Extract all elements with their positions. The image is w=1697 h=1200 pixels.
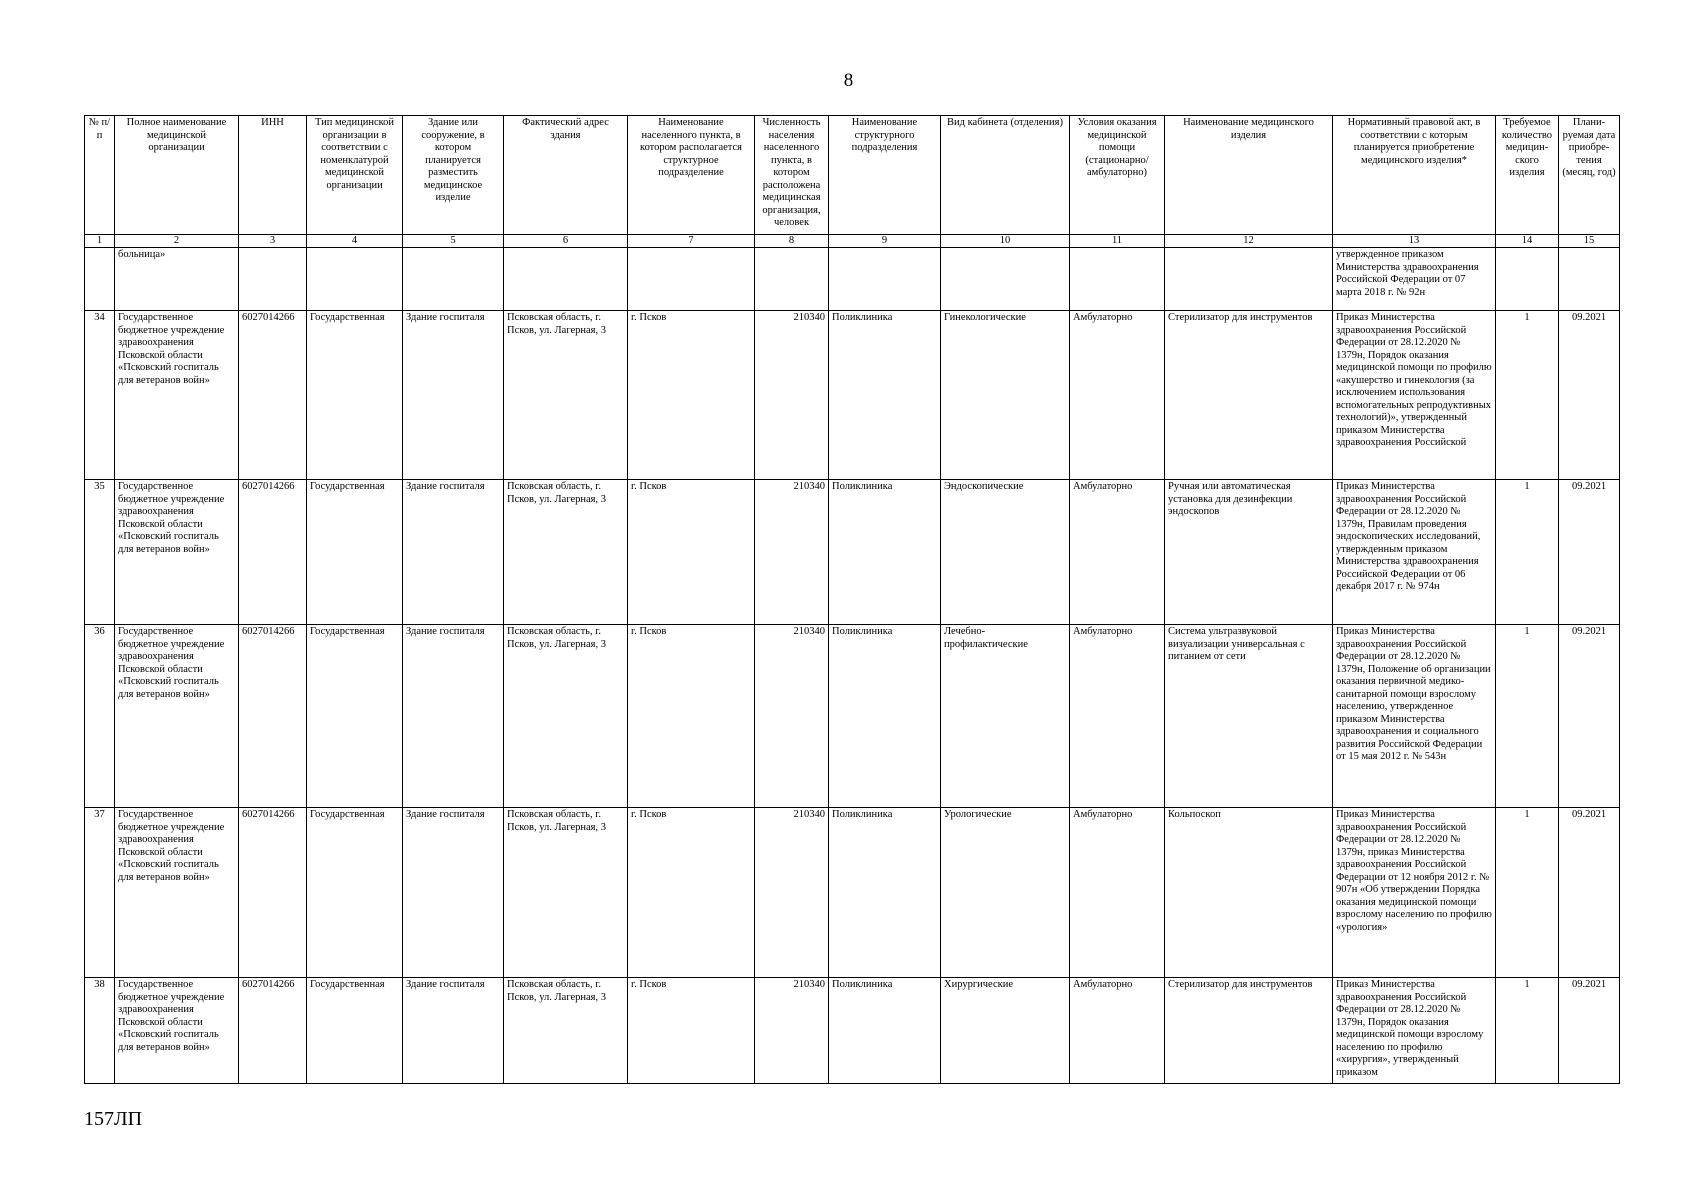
col-num: 5	[403, 235, 504, 248]
col-header-conditions: Условия оказания медицинской помощи (стационарно/ амбулаторно)	[1070, 116, 1165, 235]
col-header-org: Полное наименование медицинской организации	[115, 116, 239, 235]
cell-date: 09.2021	[1559, 625, 1620, 808]
cell-population: 210340	[755, 625, 829, 808]
cell-building: Здание госпиталя	[403, 625, 504, 808]
document-code: 157ЛП	[84, 1108, 143, 1130]
cell-unit: Поликлиника	[829, 808, 941, 978]
cell-act: Приказ Министерства здравоохранения Российской Федерации от 28.12.2020 № 1379н, Порядок оказания медицинской помощи по профилю «акушерство и гинекология (за исключением использования вспомогательных репродуктивных технологий)», утвержденный приказом Министерства здравоохранения Российской	[1333, 311, 1496, 480]
cell-qty: 1	[1496, 311, 1559, 480]
cell-building: Здание госпиталя	[403, 311, 504, 480]
cell-org: Государственное бюджетное учреждение здравоохранения Псковской области «Псковский госпиталь для ветеранов войн»	[115, 311, 239, 480]
cell-qty: 1	[1496, 480, 1559, 625]
cell-device: Кольпоскоп	[1165, 808, 1333, 978]
cell-inn: 6027014266	[239, 625, 307, 808]
col-num: 14	[1496, 235, 1559, 248]
col-num: 7	[628, 235, 755, 248]
col-num: 11	[1070, 235, 1165, 248]
cell-inn: 6027014266	[239, 311, 307, 480]
header-row	[85, 116, 1620, 235]
cell-date: 09.2021	[1559, 311, 1620, 480]
cell-org: Государственное бюджетное учреждение здравоохранения Псковской области «Псковский госпиталь для ветеранов войн»	[115, 978, 239, 1084]
page-number: 8	[843, 70, 854, 91]
col-header-num: № п/п	[85, 116, 115, 235]
cell-locality: г. Псков	[628, 480, 755, 625]
cell-num: 34	[85, 311, 115, 480]
cell-population: 210340	[755, 808, 829, 978]
table-row	[85, 625, 1620, 808]
cell-org: Государственное бюджетное учреждение здравоохранения Псковской области «Псковский госпиталь для ветеранов войн»	[115, 625, 239, 808]
cell-building: Здание госпиталя	[403, 480, 504, 625]
col-num: 12	[1165, 235, 1333, 248]
cell-cabinet: Гинекологические	[941, 311, 1070, 480]
cell-cabinet: Лечебно-профилактические	[941, 625, 1070, 808]
cell-num: 36	[85, 625, 115, 808]
cell-cabinet: Эндоскопические	[941, 480, 1070, 625]
cell-address: Псковская область, г. Псков, ул. Лагерная, 3	[504, 808, 628, 978]
cell-type: Государственная	[307, 808, 403, 978]
col-header-date: Плани-руемая дата приобре-тения (месяц, год)	[1559, 116, 1620, 235]
cell-locality: г. Псков	[628, 808, 755, 978]
cell-inn: 6027014266	[239, 978, 307, 1084]
cell-act: Приказ Министерства здравоохранения Российской Федерации от 28.12.2020 № 1379н, приказ Министерства здравоохранения Российской Федерации от 12 ноября 2012 г. № 907н «Об утверждении Порядка оказания медицинской помощи взрослому населению по профилю «урология»	[1333, 808, 1496, 978]
cell-locality: г. Псков	[628, 311, 755, 480]
cell-type: Государственная	[307, 625, 403, 808]
cell-cabinet: Хирургические	[941, 978, 1070, 1084]
cell-act: Приказ Министерства здравоохранения Российской Федерации от 28.12.2020 № 1379н, Правилам проведения эндоскопических исследований, утвержденным приказом Министерства здравоохранения Российской Федерации от 06 декабря 2017 г. № 974н	[1333, 480, 1496, 625]
cell-act: утвержденное приказом Министерства здравоохранения Российской Федерации от 07 марта 2018 г. № 92н	[1333, 248, 1496, 311]
cell-building: Здание госпиталя	[403, 808, 504, 978]
cell-org: больница»	[115, 248, 239, 311]
cell-address: Псковская область, г. Псков, ул. Лагерная, 3	[504, 311, 628, 480]
table-row	[85, 978, 1620, 1084]
col-header-device: Наименование медицинского изделия	[1165, 116, 1333, 235]
col-header-locality: Наименование населенного пункта, в котором располагается структурное подразделение	[628, 116, 755, 235]
cell-inn: 6027014266	[239, 808, 307, 978]
col-num: 13	[1333, 235, 1496, 248]
cell-conditions: Амбулаторно	[1070, 311, 1165, 480]
cell-building: Здание госпиталя	[403, 978, 504, 1084]
col-num: 6	[504, 235, 628, 248]
cell-qty: 1	[1496, 625, 1559, 808]
cell-org: Государственное бюджетное учреждение здравоохранения Псковской области «Псковский госпиталь для ветеранов войн»	[115, 808, 239, 978]
col-header-qty: Требуемое количество медицин-ского изделия	[1496, 116, 1559, 235]
table-row-continuation	[85, 248, 1620, 311]
col-num: 10	[941, 235, 1070, 248]
col-num: 9	[829, 235, 941, 248]
cell-locality: г. Псков	[628, 625, 755, 808]
col-num: 2	[115, 235, 239, 248]
cell-num: 37	[85, 808, 115, 978]
cell-act: Приказ Министерства здравоохранения Российской Федерации от 28.12.2020 № 1379н, Порядок оказания медицинской помощи взрослому населению по профилю «хирургия», утвержденный приказом	[1333, 978, 1496, 1084]
cell-device: Стерилизатор для инструментов	[1165, 978, 1333, 1084]
cell-type: Государственная	[307, 978, 403, 1084]
cell-population: 210340	[755, 480, 829, 625]
cell-address: Псковская область, г. Псков, ул. Лагерная, 3	[504, 480, 628, 625]
cell-conditions: Амбулаторно	[1070, 808, 1165, 978]
cell-qty: 1	[1496, 808, 1559, 978]
cell-unit: Поликлиника	[829, 625, 941, 808]
cell-unit: Поликлиника	[829, 978, 941, 1084]
col-header-building: Здание или сооружение, в котором планируется разместить медицинское изделие	[403, 116, 504, 235]
cell-unit: Поликлиника	[829, 311, 941, 480]
cell-date: 09.2021	[1559, 978, 1620, 1084]
cell-device: Ручная или автоматическая установка для дезинфекции эндоскопов	[1165, 480, 1333, 625]
col-header-population: Численность населения населенного пункта, в котором расположена медицинская организация, человек	[755, 116, 829, 235]
cell-population: 210340	[755, 978, 829, 1084]
cell-device: Стерилизатор для инструментов	[1165, 311, 1333, 480]
col-num: 4	[307, 235, 403, 248]
cell-population: 210340	[755, 311, 829, 480]
cell-act: Приказ Министерства здравоохранения Российской Федерации от 28.12.2020 № 1379н, Положение об организации оказания первичной медико-санитарной помощи взрослому населению, утвержденное приказом Министерства здравоохранения и социального развития Российской Федерации от 15 мая 2012 г. № 543н	[1333, 625, 1496, 808]
cell-conditions: Амбулаторно	[1070, 625, 1165, 808]
cell-locality: г. Псков	[628, 978, 755, 1084]
cell-num: 38	[85, 978, 115, 1084]
cell-date: 09.2021	[1559, 480, 1620, 625]
cell-date: 09.2021	[1559, 808, 1620, 978]
col-num: 15	[1559, 235, 1620, 248]
table-row	[85, 480, 1620, 625]
cell-inn: 6027014266	[239, 480, 307, 625]
cell-device: Система ультразвуковой визуализации универсальная с питанием от сети	[1165, 625, 1333, 808]
column-number-row	[85, 235, 1620, 248]
cell-address: Псковская область, г. Псков, ул. Лагерная, 3	[504, 978, 628, 1084]
col-num: 8	[755, 235, 829, 248]
col-header-unit: Наименование структурного подразделения	[829, 116, 941, 235]
cell-qty: 1	[1496, 978, 1559, 1084]
col-num: 3	[239, 235, 307, 248]
cell-cabinet: Урологические	[941, 808, 1070, 978]
cell-conditions: Амбулаторно	[1070, 480, 1165, 625]
col-header-act: Нормативный правовой акт, в соответствии с которым планируется приобретение медицинского изделия*	[1333, 116, 1496, 235]
col-header-inn: ИНН	[239, 116, 307, 235]
col-header-cabinet: Вид кабинета (отделения)	[941, 116, 1070, 235]
cell-unit: Поликлиника	[829, 480, 941, 625]
table-row	[85, 808, 1620, 978]
cell-conditions: Амбулаторно	[1070, 978, 1165, 1084]
col-num: 1	[85, 235, 115, 248]
col-header-type: Тип медицинской организации в соответствии с номенклатурой медицинской организации	[307, 116, 403, 235]
cell-org: Государственное бюджетное учреждение здравоохранения Псковской области «Псковский госпиталь для ветеранов войн»	[115, 480, 239, 625]
cell-type: Государственная	[307, 480, 403, 625]
medical-equipment-table	[84, 115, 1620, 1084]
table-row	[85, 311, 1620, 480]
cell-num: 35	[85, 480, 115, 625]
col-header-address: Фактический адрес здания	[504, 116, 628, 235]
cell-type: Государственная	[307, 311, 403, 480]
cell-address: Псковская область, г. Псков, ул. Лагерная, 3	[504, 625, 628, 808]
